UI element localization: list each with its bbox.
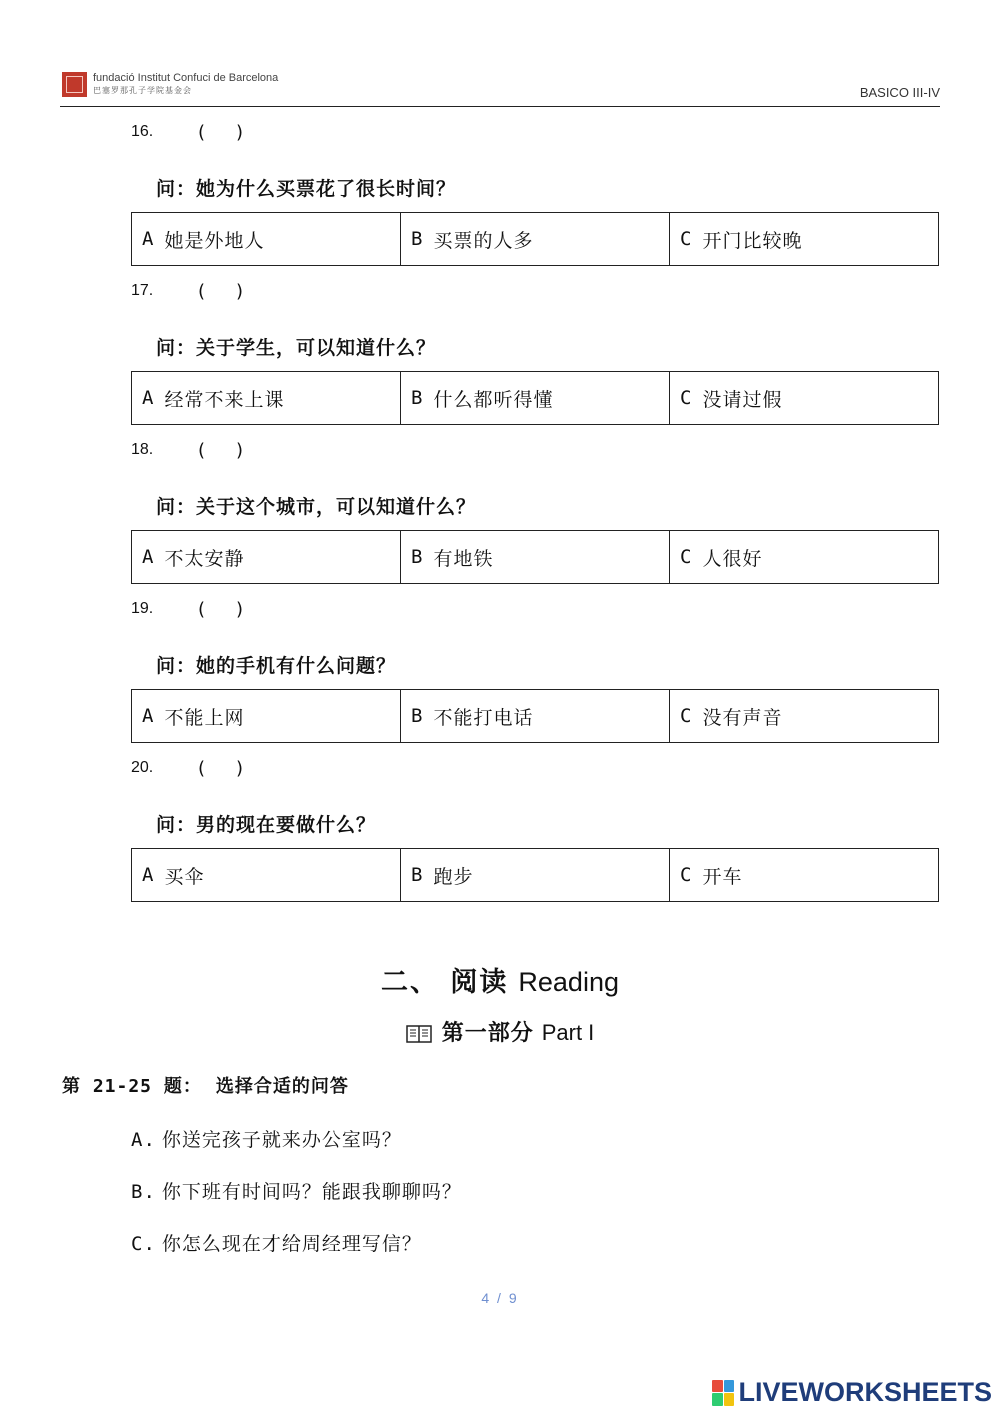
options-table <box>131 848 939 902</box>
question-number: 16. <box>131 123 154 140</box>
liveworksheets-brand: LIVEWORKSHEETS <box>738 1377 992 1407</box>
options-table <box>131 689 939 743</box>
section-title: 二、 阅读 Reading <box>381 967 619 998</box>
option-c: C 没请过假 <box>680 387 783 411</box>
course-level: BASICO III-IV <box>859 85 940 100</box>
header-divider <box>60 106 940 107</box>
page-number: 4 / 9 <box>481 1290 519 1306</box>
option-c: C 没有声音 <box>680 705 783 729</box>
option-b: B 不能打电话 <box>401 690 670 742</box>
option-b: B 有地铁 <box>401 531 670 583</box>
question-text: 问：她为什么买票花了很长时间？ <box>156 178 457 200</box>
reading-choice-a: A. 你送完孩子就来办公室吗？ <box>131 1129 402 1151</box>
answer-blank[interactable]: ( ) <box>198 281 244 302</box>
option-a: A 经常不来上课 <box>132 372 401 424</box>
question-text: 问：男的现在要做什么？ <box>156 814 377 836</box>
answer-blank[interactable]: ( ) <box>198 122 244 143</box>
option-c: C 开车 <box>680 864 743 888</box>
org-name-cn: 巴塞罗那孔子学院基金会 <box>93 86 192 95</box>
answer-blank[interactable]: ( ) <box>198 758 244 779</box>
option-b: B 买票的人多 <box>401 213 670 265</box>
option-b: B 跑步 <box>401 849 670 901</box>
instructions: 第 21-25 题： 选择合适的问答 <box>62 1076 349 1097</box>
reading-choice-b: B. 你下班有时间吗？能跟我聊聊吗？ <box>131 1181 462 1203</box>
open-book-icon <box>406 1025 432 1043</box>
part-title: 第一部分 Part I <box>0 1016 1000 1047</box>
org-name: fundació Institut Confuci de Barcelona <box>93 72 279 84</box>
question-number: 19. <box>131 600 154 617</box>
option-a: A 她是外地人 <box>132 213 401 265</box>
institute-logo-icon <box>62 72 87 97</box>
liveworksheets-icon <box>712 1380 734 1406</box>
option-c: C 开门比较晚 <box>680 228 803 252</box>
answer-blank[interactable]: ( ) <box>198 440 244 461</box>
question-text: 问：她的手机有什么问题？ <box>156 655 397 677</box>
options-table <box>131 371 939 425</box>
liveworksheets-logo <box>712 1377 992 1408</box>
option-a: A 不太安静 <box>132 531 401 583</box>
option-b: B 什么都听得懂 <box>401 372 670 424</box>
question-text: 问：关于这个城市，可以知道什么？ <box>156 496 477 518</box>
option-a: A 买伞 <box>132 849 401 901</box>
reading-choice-c: C. 你怎么现在才给周经理写信？ <box>131 1233 422 1255</box>
option-c: C 人很好 <box>680 546 763 570</box>
option-a: A 不能上网 <box>132 690 401 742</box>
options-table <box>131 212 939 266</box>
answer-blank[interactable]: ( ) <box>198 599 244 620</box>
question-number: 18. <box>131 441 154 458</box>
options-table <box>131 530 939 584</box>
question-text: 问：关于学生，可以知道什么？ <box>156 337 437 359</box>
question-number: 20. <box>131 759 154 776</box>
question-number: 17. <box>131 282 154 299</box>
